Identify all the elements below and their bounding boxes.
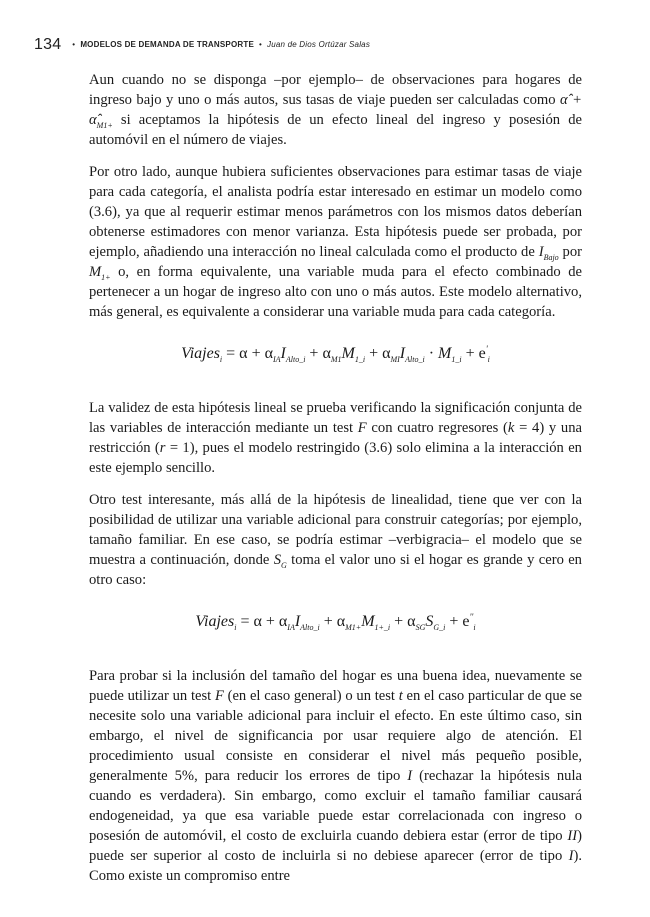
p5-t: t (398, 688, 403, 704)
p2-text-a: Por otro lado, aunque hubiera suficientes observaciones para estimar tasas de viaje para cada categoría, el analista podría estar interesado en estimar un modelo como (3.6), ya que al requerir estimar menos parámetros con los mismos datos deberían obtenerse estimadores con menor varianza. Esta hipótesis puede ser probada, por ejemplo, añadiendo una interacción no lineal calculada como el producto de (89, 164, 582, 260)
p5-type-i-2: I (568, 848, 574, 864)
p2-i-sub: Bajo (543, 253, 559, 262)
p3-text-c: = 4) y una restricción ( (89, 420, 582, 456)
eq1-t0: = α + α (222, 345, 273, 362)
p5-text-d: (rechazar la hipótesis nula cuando es verdadera). Sin embargo, como excluir el tamaño familiar causará endogeneidad, ya que esa variable puede estar correlacionada con ingreso o posesión de automóvil, el costo de excluirla cuando debiera estar (error de tipo (89, 768, 583, 844)
equation-2 (89, 612, 582, 632)
eq1-t1-var: I (280, 345, 286, 362)
eq2-t3: + α (390, 613, 416, 630)
eq2-t4-sub: i (473, 623, 476, 632)
eq2-lhs-sub: i (234, 623, 237, 632)
eq1-lhs: Viajes (181, 345, 220, 362)
p2-text-b: por (558, 244, 582, 260)
p3-r: r (159, 440, 166, 456)
eq1-t3-var2-sub: 1_i (451, 355, 462, 364)
p1-text-a: Aun cuando no se disponga –por ejemplo– de observaciones para hogares de ingreso bajo y uno o más autos, sus tasas de viaje pueden ser calculadas como (89, 72, 582, 108)
paragraph-1 (89, 70, 582, 150)
eq2-t3-var: S (425, 613, 434, 630)
p2-i-var: I (538, 244, 544, 260)
eq1-t1-var-sub: Alto_i (285, 355, 306, 364)
p2-i-bajo (539, 244, 559, 260)
p3-text-b: con cuatro regresores ( (366, 420, 508, 436)
paragraph-5 (89, 666, 582, 886)
eq2-t1-var-sub: Alto_i (300, 623, 320, 632)
p5-text-c: en el caso particular de que se necesite solo una variable adicional para incluir el efecto. En este último caso, sin embargo, el nivel de significancia por usar requiere algo de atención. El procedimiento usual consiste en considerar el nivel más pequeño posible, generalmente 5%, para reducir los errores de tipo (89, 688, 582, 784)
p5-type-i-1: I (407, 768, 413, 784)
eq1-t3-sub: MI (390, 355, 400, 364)
equation-1 (89, 344, 582, 364)
eq2-t2: + α (319, 613, 346, 630)
p5-type-ii: II (567, 828, 578, 844)
body-text (89, 70, 582, 898)
eq2-lhs: Viajes (195, 613, 235, 630)
eq1-t2-var-sub: 1_i (354, 355, 366, 364)
p1-alpha-sum-sub: M1+ (96, 121, 113, 130)
eq1-t3: + α (365, 345, 391, 362)
eq1-t1-sub: IA (272, 355, 281, 364)
p5-text-e: ) puede ser superior al costo de incluirla si no debiese aparecer (error de tipo (89, 828, 582, 864)
eq2-t4-sup: '' (469, 612, 474, 622)
paragraph-2 (89, 162, 582, 322)
p3-k: k (507, 420, 515, 436)
author-name: Juan de Dios Ortúzar Salas (267, 40, 371, 49)
eq1-t4: + e (461, 345, 486, 362)
paragraph-4 (89, 490, 582, 590)
eq1-t2-sub: M1 (330, 355, 342, 364)
eq2-t2-var-sub: 1+_i (374, 623, 391, 632)
p4-s-sub: G (281, 561, 287, 570)
eq2-t3-sub: SG (415, 623, 426, 632)
page-number: 134 (34, 36, 62, 53)
eq2-t4: + e (445, 613, 470, 630)
p4-s-g (274, 552, 287, 568)
p5-text-f: ). Como existe un compromiso entre (89, 848, 582, 884)
paragraph-3 (89, 398, 582, 478)
eq1-t3-var2: M (438, 345, 452, 362)
running-header (34, 36, 624, 54)
eq2-t1-var: I (294, 613, 301, 630)
eq1-t3-var-sub: Alto_i (405, 355, 425, 364)
eq2-t2-var: M (361, 613, 375, 630)
p1-alpha-sum-main: α̂ + α̂ (89, 92, 582, 128)
p2-text-c: o, en forma equivalente, una variable muda para el efecto combinado de pertenecer a un hogar de ingreso alto con uno o más autos. Este modelo alternativo, más general, es equivalente a considerar una variable muda para cada categoría. (89, 264, 582, 320)
p3-text-d: = 1), pues el modelo restringido (3.6) solo elimina a la interacción en este ejemplo sencillo. (89, 440, 582, 476)
eq1-t3-dot: · (424, 345, 439, 362)
p3-f: F (357, 420, 367, 436)
eq2-t3-var-sub: G_i (433, 623, 446, 632)
p5-f: F (214, 688, 224, 704)
p2-m-1plus (89, 264, 111, 280)
header-separator-2: • (258, 40, 262, 49)
book-title: MODELOS DE DEMANDA DE TRANSPORTE (80, 40, 254, 49)
p4-text-a: Otro test interesante, más allá de la hipótesis de linealidad, tiene que ver con la posibilidad de utilizar una variable adicional para construir categorías; por ejemplo, tamaño familiar. En ese caso, se podría estimar –verbigracia– el modelo que se muestra a continuación, donde (89, 492, 582, 568)
p3-text-a: La validez de esta hipótesis lineal se prueba verificando la significación conjunta de las variables de interacción mediante un test (89, 400, 582, 436)
eq2-t2-sub: M1+ (345, 623, 362, 632)
eq1-t3-var: I (399, 345, 406, 362)
eq1-t2: + α (305, 345, 331, 362)
eq2-t0: = α + α (236, 613, 288, 630)
p2-m-var: M (89, 264, 102, 280)
eq2-t1-sub: IA (287, 623, 295, 632)
p5-text-a: Para probar si la inclusión del tamaño del hogar es una buena idea, nuevamente se puede utilizar un test (89, 668, 582, 704)
header-separator-1: • (72, 40, 76, 49)
eq1-t2-var: M (341, 345, 355, 362)
p2-m-sub: 1+ (101, 273, 111, 282)
eq1-lhs-sub: i (219, 355, 223, 364)
p4-text-b: toma el valor uno si el hogar es grande y cero en otro caso: (89, 552, 582, 588)
p4-s-var: S (273, 552, 282, 568)
eq1-t4-sup: ' (485, 344, 488, 354)
eq1-t4-sub: i (487, 355, 490, 364)
p1-text-b: si aceptamos la hipótesis de un efecto lineal del ingreso y posesión de automóvil en el número de viajes. (89, 112, 582, 148)
p5-text-b: (en el caso general) o un test (223, 688, 399, 704)
